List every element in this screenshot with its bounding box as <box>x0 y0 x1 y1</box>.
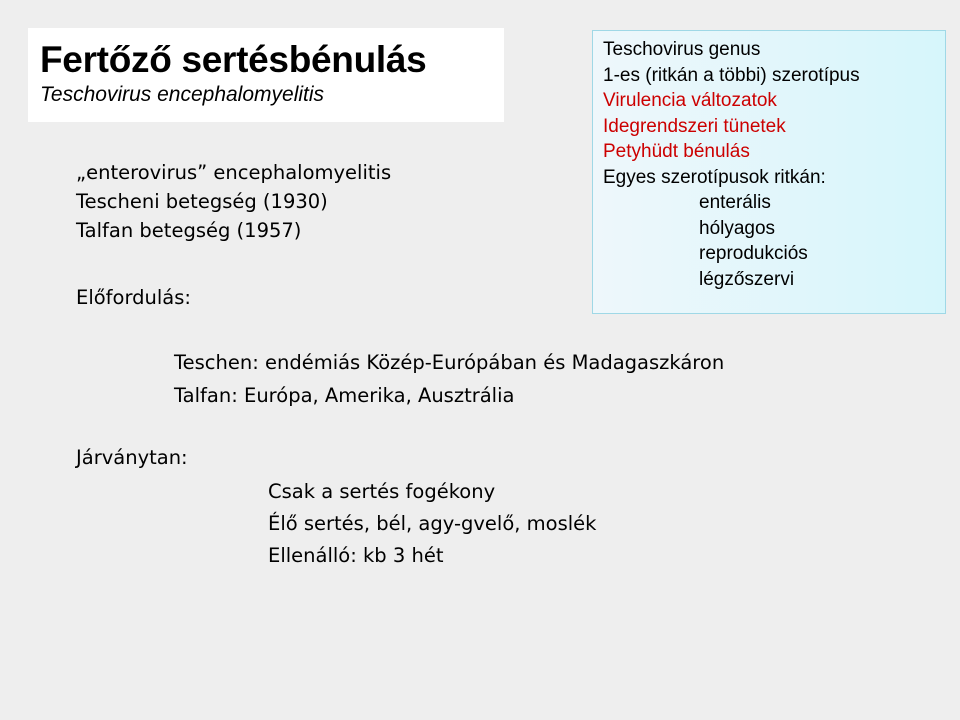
occurrence-list <box>174 346 724 412</box>
info-line: Teschovirus genus <box>603 39 761 60</box>
info-sub-item: légzőszervi <box>699 268 795 290</box>
info-sub-item: hólyagos <box>699 217 776 239</box>
info-line: Virulencia változatok <box>603 90 777 111</box>
info-sub-item: enterális <box>699 192 771 213</box>
epidemiology-list <box>268 476 596 572</box>
info-line: 1-es (ritkán a többi) szerotípus <box>603 64 860 86</box>
title-box <box>28 28 504 122</box>
occurrence-region-label: Teschen: <box>174 351 259 374</box>
occurrence-item <box>174 346 724 379</box>
occurrence-text: endémiás Közép-Európában és Madagaszkáron <box>258 351 725 374</box>
epidemiology-label: Járványtan: <box>76 446 188 469</box>
epidemiology-item: Csak a sertés fogékony <box>268 480 496 503</box>
slide-subtitle: Teschovirus encephalomyelitis <box>40 83 325 106</box>
info-line: Idegrendszeri tünetek <box>603 115 786 137</box>
synonym-item: „enterovirus” encephalomyelitis <box>76 161 392 184</box>
occurrence-item <box>174 379 724 412</box>
occurrence-region-label: Talfan: <box>174 384 238 407</box>
synonym-item: Talfan betegség (1957) <box>76 219 302 242</box>
synonym-item: Tescheni betegség (1930) <box>76 190 328 213</box>
info-box <box>592 30 946 314</box>
occurrence-text: Európa, Amerika, Ausztrália <box>237 384 515 407</box>
info-line: Petyhüdt bénulás <box>603 141 750 162</box>
info-sub-item: reprodukciós <box>699 243 808 264</box>
synonym-list <box>76 158 391 245</box>
slide-title: Fertőző sertésbénulás <box>40 39 427 80</box>
epidemiology-item: Élő sertés, bél, agy-gvelő, moslék <box>268 512 597 535</box>
occurrence-label: Előfordulás: <box>76 286 191 309</box>
epidemiology-item: Ellenálló: kb 3 hét <box>268 544 444 567</box>
info-line: Egyes szerotípusok ritkán: <box>603 166 826 188</box>
